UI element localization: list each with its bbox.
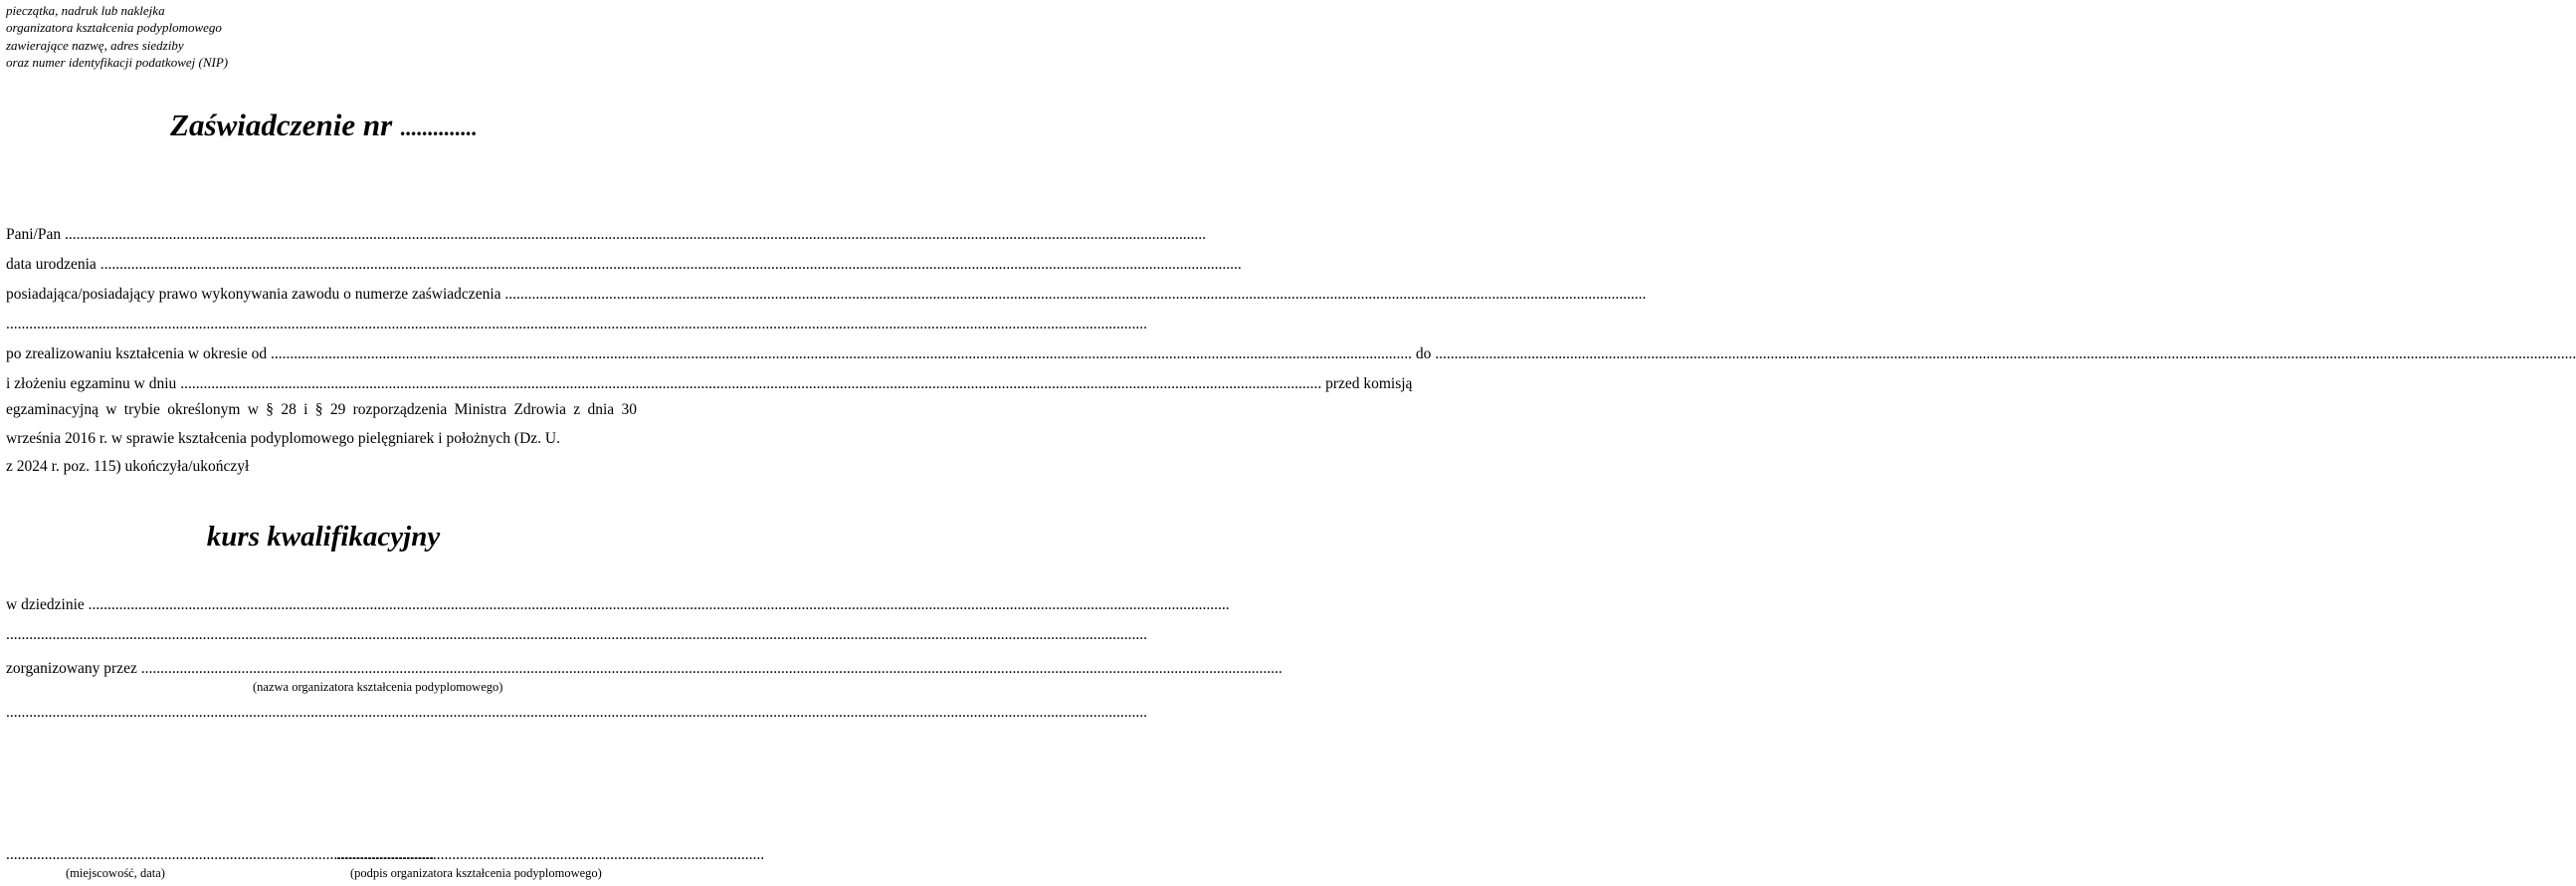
course-field-continuation-dots	[6, 625, 1147, 645]
place-date-dots: ...............................................................................................................	[6, 846, 435, 863]
document-title	[0, 108, 647, 143]
organizer-dots	[141, 659, 1283, 679]
period-to-label: do	[1415, 345, 1432, 362]
stamp-line-4: oraz numer identyfikacji podatkowej (NIP)	[6, 54, 229, 70]
name-field-label: Pani/Pan	[6, 226, 62, 243]
license-continuation-dots	[6, 315, 1147, 334]
signature-dots: ...............................................................................................................	[336, 846, 765, 863]
stamp-placeholder-text	[6, 2, 228, 71]
legal-basis-text: egzaminacyjną w trybie określonym w § 28 i § 29 rozporządzenia Ministra Zdrowia z dnia 30 września 2016 r. w sprawie kształcenia podyplomowego pielęgniarek i położnych (Dz. U.	[6, 401, 637, 447]
period-from-dots	[271, 344, 1412, 364]
organizer-label: zorganizowany przez	[6, 660, 137, 677]
exam-date-row	[6, 374, 1413, 394]
course-field-row	[6, 595, 637, 615]
exam-date-label: i złożeniu egzaminu w dniu	[6, 375, 177, 392]
legal-basis-text-last: z 2024 r. poz. 115) ukończyła/ukończył	[6, 458, 250, 475]
birth-date-dots	[100, 255, 1242, 275]
birth-date-row	[6, 255, 637, 275]
name-field-dots	[65, 225, 1206, 245]
organizer-caption: (nazwa organizatora kształcenia podyplomowego)	[253, 680, 503, 694]
period-to-dots	[1435, 344, 2576, 364]
stamp-line-2: organizatora kształcenia podyplomowego	[6, 20, 222, 36]
legal-basis-paragraph	[6, 396, 637, 482]
place-date-caption: (miejscowość, data)	[66, 866, 165, 880]
course-field-dots	[89, 595, 1230, 615]
stamp-line-1: pieczątka, nadruk lub naklejka	[6, 3, 165, 18]
name-field-row	[6, 225, 637, 245]
training-period-label: po zrealizowaniu kształcenia w okresie od	[6, 345, 268, 362]
license-number-row	[6, 285, 637, 305]
course-field-label: w dziedzinie	[6, 596, 85, 613]
stamp-line-3: zawierające nazwę, adres siedziby	[6, 37, 184, 53]
license-number-label: posiadająca/posiadający prawo wykonywania zawodu o numerze zaświadczenia	[6, 286, 501, 303]
organizer-row	[6, 659, 637, 679]
course-type-title: kurs kwalifikacyjny	[206, 521, 441, 553]
course-field-continuation-row	[6, 625, 637, 645]
training-period-row	[6, 344, 1432, 364]
license-continuation-row	[6, 315, 637, 334]
exam-committee-label: przed komisją	[1325, 375, 1413, 392]
certificate-number-placeholder: ..............	[399, 115, 477, 140]
birth-date-label: data urodzenia	[6, 256, 97, 273]
license-number-dots	[504, 285, 1646, 305]
organizer-continuation-row	[6, 703, 637, 723]
signature-caption: (podpis organizatora kształcenia podyplomowego)	[350, 866, 602, 880]
organizer-continuation-dots	[6, 703, 1147, 723]
document-title-text: Zaświadczenie nr	[170, 108, 393, 142]
exam-date-dots	[180, 374, 1321, 394]
